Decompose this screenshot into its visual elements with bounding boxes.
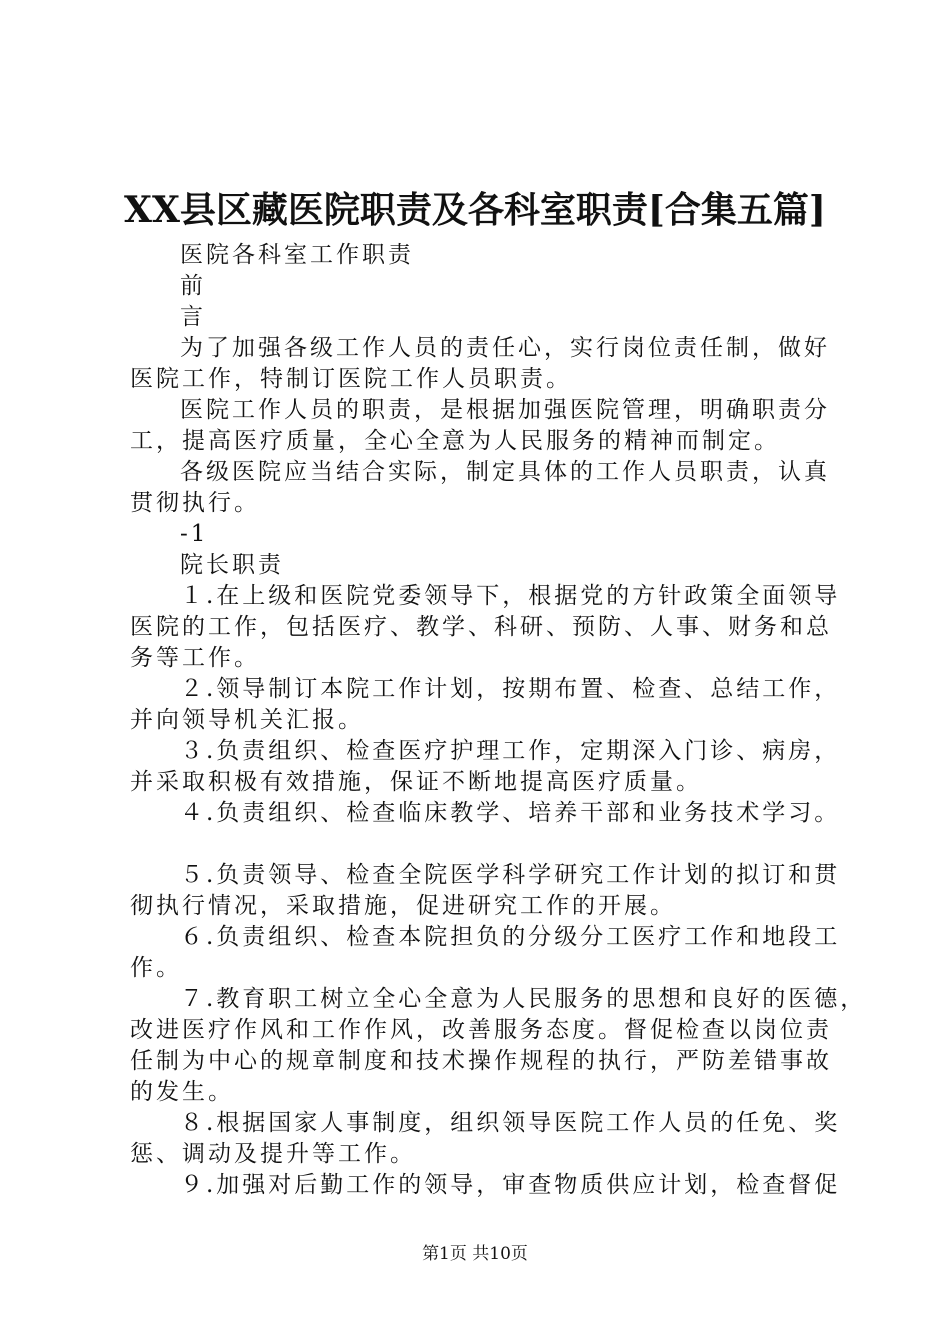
paragraph-line: 为了加强各级工作人员的责任心，实行岗位责任制，做好 xyxy=(180,335,830,361)
list-item-line: ２.领导制订本院工作计划，按期布置、检查、总结工作， xyxy=(180,676,841,702)
document-title: XX县区藏医院职责及各科室职责[合集五篇] xyxy=(124,189,826,231)
list-item-line: １.在上级和医院党委领导下，根据党的方针政策全面领导 xyxy=(180,583,841,609)
list-item-line: 并向领导机关汇报。 xyxy=(130,707,364,733)
list-item-line: 改进医疗作风和工作作风，改善服务态度。督促检查以岗位责 xyxy=(130,1017,832,1043)
page-footer: 第1页 共10页 xyxy=(422,1244,528,1264)
paragraph-line: 贯彻执行。 xyxy=(130,490,260,516)
list-item-line: ５.负责领导、检查全院医学科学研究工作计划的拟订和贯 xyxy=(180,862,841,888)
list-item-line: 任制为中心的规章制度和技术操作规程的执行，严防差错事故 xyxy=(130,1048,832,1074)
list-item-line: ８.根据国家人事制度，组织领导医院工作人员的任免、奖 xyxy=(180,1110,841,1136)
list-item-line: ４.负责组织、检查临床教学、培养干部和业务技术学习。 xyxy=(180,800,841,826)
blank-line xyxy=(130,829,830,860)
page-marker: -1 xyxy=(180,521,209,547)
list-item-line: 作。 xyxy=(130,955,182,981)
list-item-line: ６.负责组织、检查本院担负的分级分工医疗工作和地段工 xyxy=(180,924,841,950)
list-item-line: 务等工作。 xyxy=(130,645,260,671)
preface-heading-1: 前 xyxy=(180,273,206,299)
preface-heading-2: 言 xyxy=(180,304,206,330)
paragraph-line: 工，提高医疗质量，全心全意为人民服务的精神而制定。 xyxy=(130,428,780,454)
list-item-line: ９.加强对后勤工作的领导，审查物质供应计划，检查督促 xyxy=(180,1172,841,1198)
list-item-line: 彻执行情况，采取措施，促进研究工作的开展。 xyxy=(130,893,676,919)
section-heading: 医院各科室工作职责 xyxy=(180,242,414,268)
paragraph-line: 各级医院应当结合实际，制定具体的工作人员职责，认真 xyxy=(180,459,830,485)
list-item-line: 医院的工作，包括医疗、教学、科研、预防、人事、财务和总 xyxy=(130,614,832,640)
list-item-line: 并采取积极有效措施，保证不断地提高医疗质量。 xyxy=(130,769,702,795)
list-item-line: ３.负责组织、检查医疗护理工作，定期深入门诊、病房， xyxy=(180,738,841,764)
paragraph-line: 医院工作人员的职责，是根据加强医院管理，明确职责分 xyxy=(180,397,830,423)
section-heading: 院长职责 xyxy=(180,552,284,578)
document-body xyxy=(130,240,867,1201)
list-item-line: 的发生。 xyxy=(130,1079,234,1105)
list-item-line: ７.教育职工树立全心全意为人民服务的思想和良好的医德， xyxy=(180,986,867,1012)
list-item-line: 惩、调动及提升等工作。 xyxy=(130,1141,416,1167)
paragraph-line: 医院工作，特制订医院工作人员职责。 xyxy=(130,366,572,392)
